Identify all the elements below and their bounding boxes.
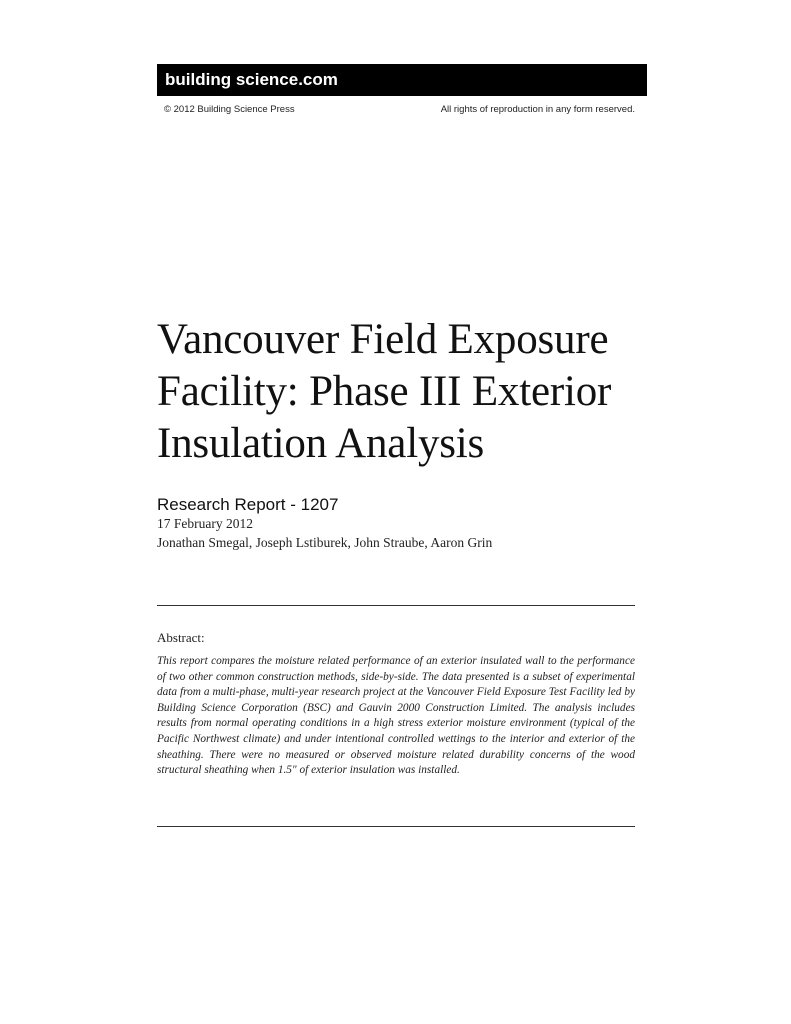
report-authors: Jonathan Smegal, Joseph Lstiburek, John Straube, Aaron Grin — [157, 535, 493, 550]
abstract-heading: Abstract: — [157, 630, 205, 645]
report-number: Research Report - 1207 — [157, 495, 339, 514]
divider-bottom — [157, 826, 635, 827]
abstract-body: This report compares the moisture related performance of an exterior insulated wall to the performance of two other common construction methods, side-by-side. The data presented is a subset of experimental data from a multi-phase, multi-year research project at the Vancouver Field Exposure Test Facility led by Building Science Corporation (BSC) and Gauvin 2000 Construction Limited. The analysis includes results from normal operating conditions in a high stress exterior moisture environment (typical of the Pacific Northwest climate) and under intentional controlled wettings to the interior and exterior of the sheathing. There were no measured or observed moisture related durability concerns of the wood structural sheathing when 1.5" of exterior insulation was installed. — [157, 655, 635, 777]
title-line: Vancouver Field Exposure — [157, 316, 609, 363]
document-title — [157, 314, 657, 470]
title-line: Insulation Analysis — [157, 420, 485, 467]
copyright-notice: © 2012 Building Science Press — [164, 104, 295, 115]
divider-top — [157, 605, 635, 606]
site-banner: building science.com — [157, 64, 647, 96]
title-line: Facility: Phase III Exterior — [157, 368, 612, 415]
report-date: 17 February 2012 — [157, 516, 253, 531]
rights-notice: All rights of reproduction in any form reserved. — [440, 104, 635, 115]
